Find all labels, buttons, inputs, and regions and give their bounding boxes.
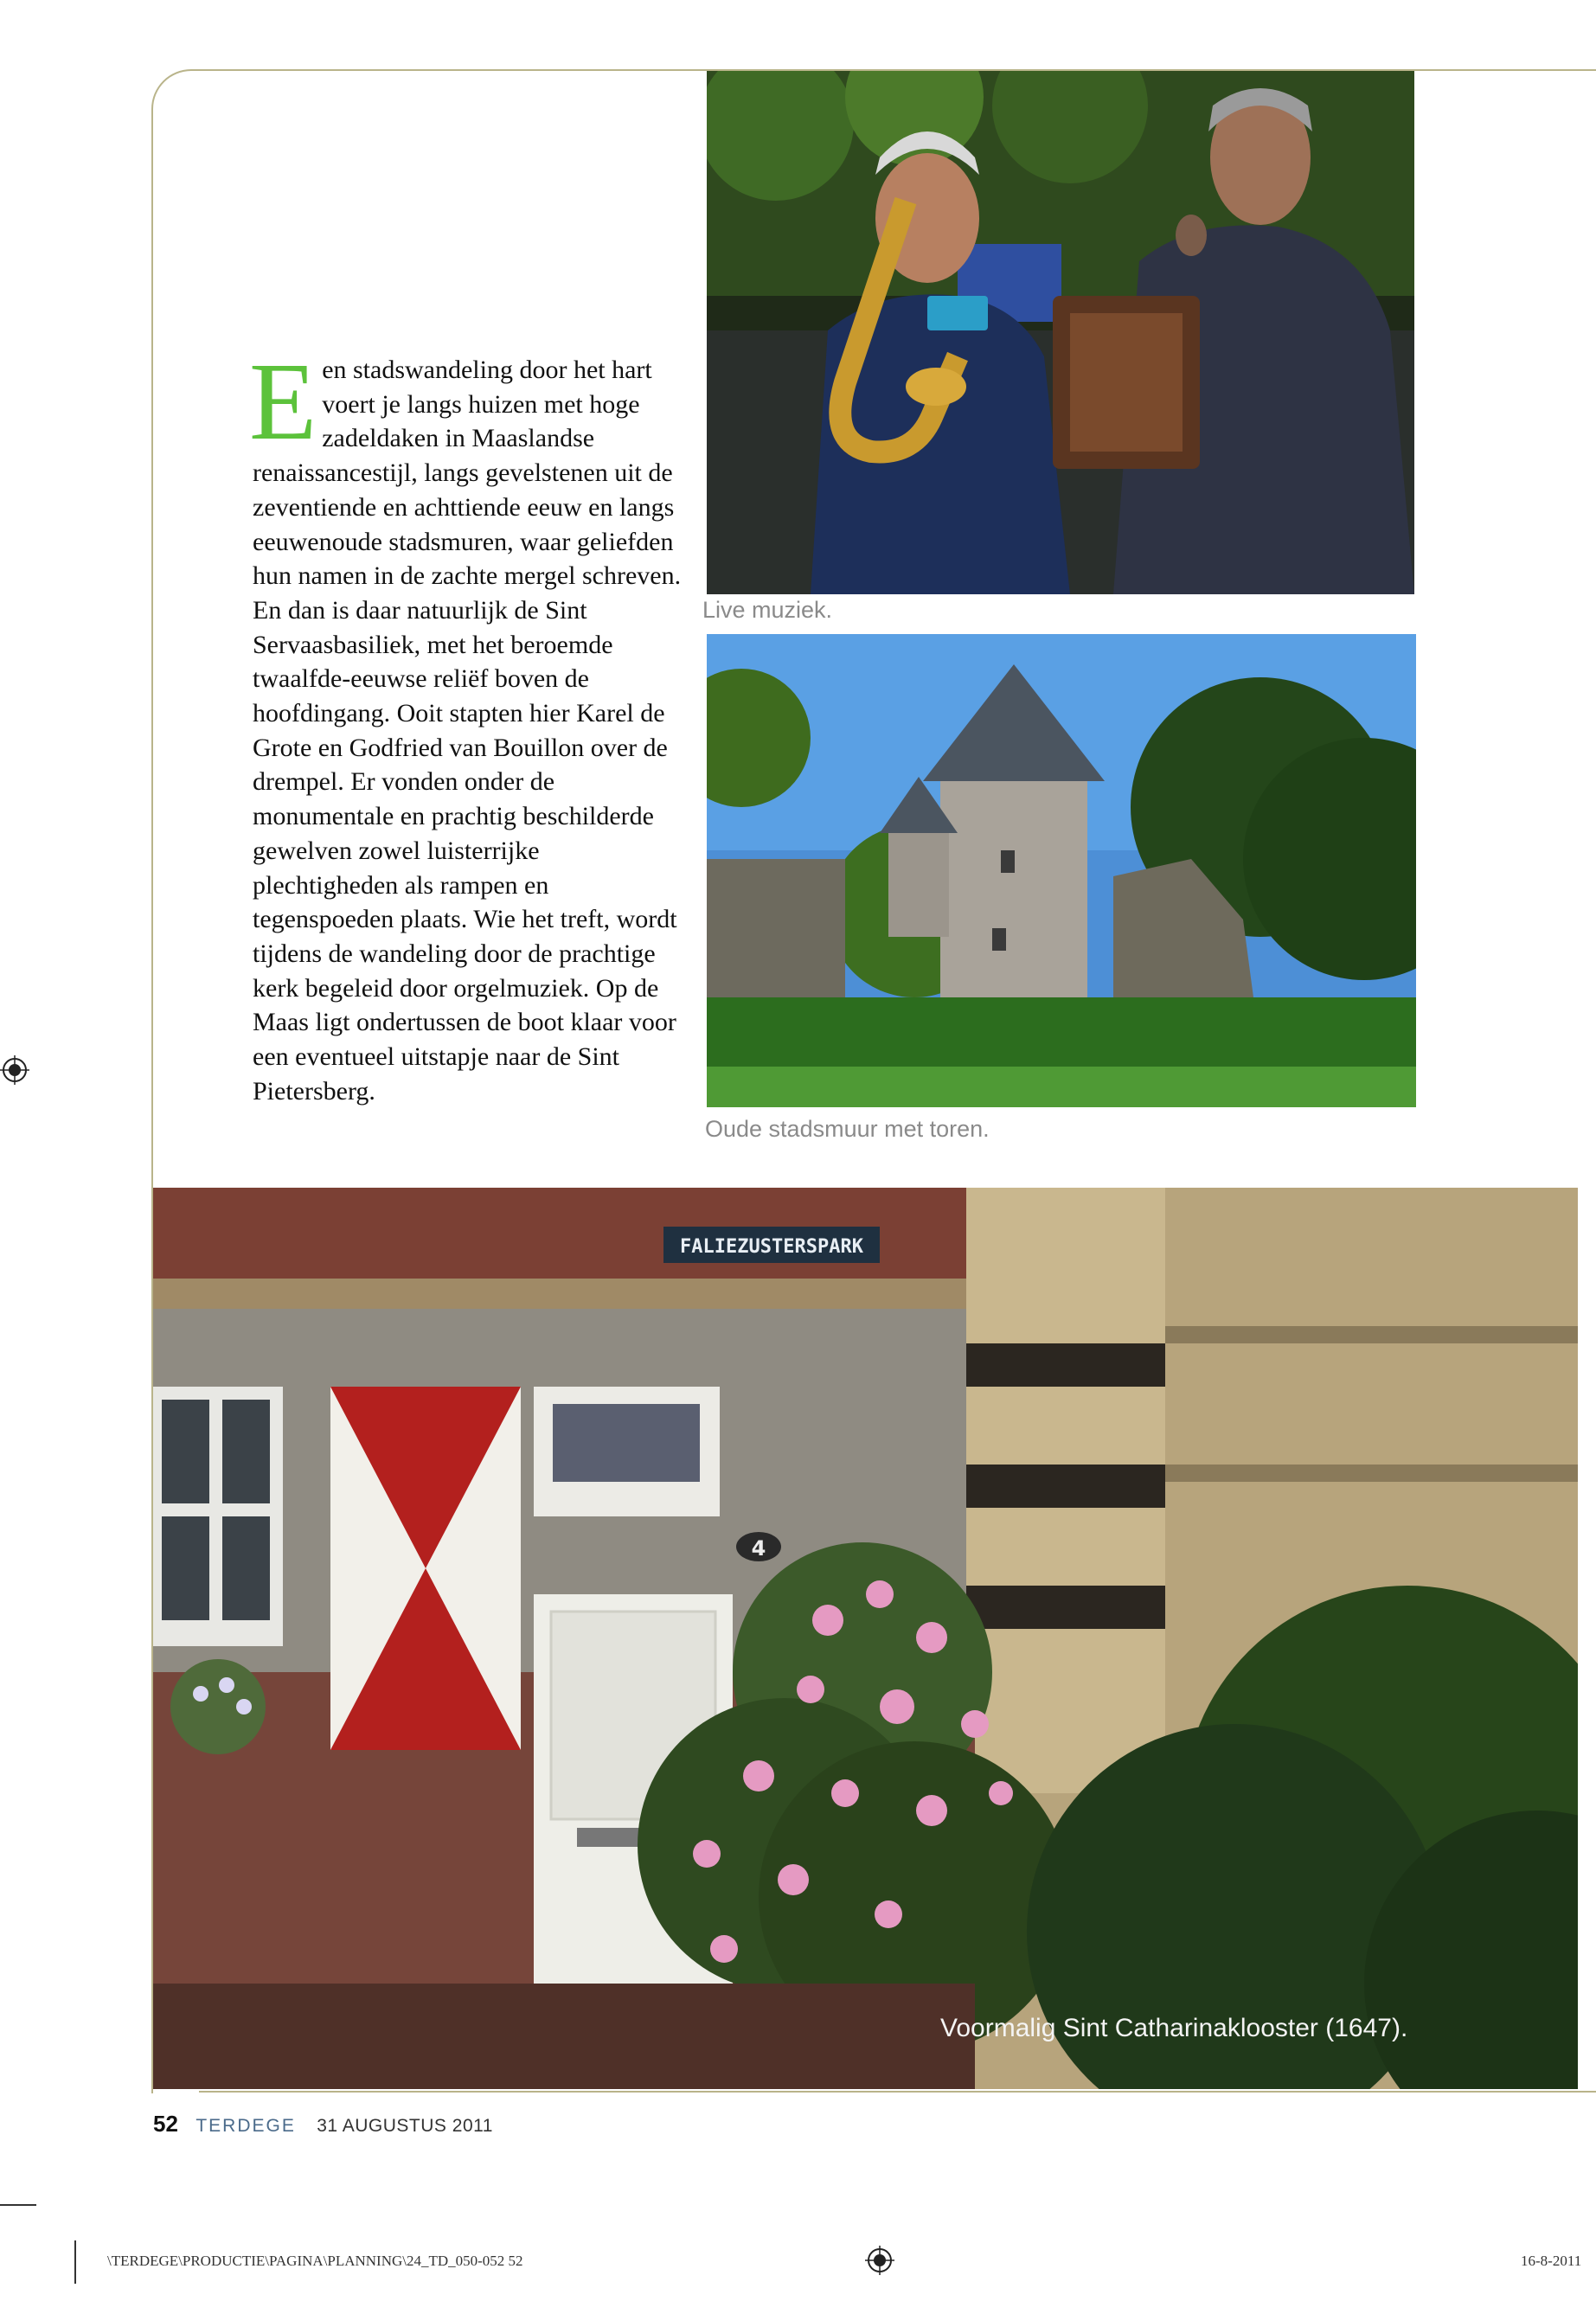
musicians-illustration bbox=[707, 71, 1414, 594]
caption-city-wall: Oude stadsmuur met toren. bbox=[705, 1116, 990, 1142]
photo-convent bbox=[153, 1188, 1578, 2089]
page-number: 52 bbox=[153, 2111, 178, 2137]
crop-mark-left bbox=[0, 2204, 36, 2206]
registration-mark-icon bbox=[865, 2246, 894, 2275]
city-wall-illustration bbox=[707, 634, 1416, 1107]
street-sign: FALIEZUSTERSPARK bbox=[680, 1236, 863, 1258]
article-paragraph-1: en stadswandeling door het hart voert je langs huizen met hoge zadeldaken in Maaslandse renaissancestijl, langs gevelstenen uit de zeventiende en achttiende eeuw en langs eeuwenoude stadsmuren, waar geliefden hun namen in de zachte mergel schreven. bbox=[253, 356, 682, 591]
slug-path: \TERDEGE\PRODUCTIE\PAGINA\PLANNING\24_TD_050-052 52 bbox=[107, 2253, 523, 2269]
page-frame-bottom-rule bbox=[199, 2091, 1596, 2093]
drop-cap: E bbox=[249, 340, 317, 463]
article-body bbox=[249, 340, 685, 1108]
issue-date: 31 AUGUSTUS 2011 bbox=[317, 2116, 493, 2136]
photo-city-wall bbox=[707, 634, 1416, 1107]
article-paragraph-2: En dan is daar natuurlijk de Sint Servaasbasiliek, met het beroemde twaalfde-eeuwse reliëf boven de hoofdingang. Ooit stapten hier Karel de Grote en Godfried van Bouillon over de drempel. Er vonden onder de monumentale en prachtig beschilderde gewelven zowel luisterrijke plechtigheden als rampen en tegenspoeden plaats. Wie het treft, wordt tijdens de wandeling door de prachtige kerk begeleid door orgelmuziek. Op de Maas ligt ondertussen de boot klaar voor een eventueel uitstapje naar de Sint Pietersberg. bbox=[253, 595, 677, 1106]
house-number: 4 bbox=[751, 1536, 766, 1561]
convent-illustration bbox=[153, 1188, 1578, 2089]
caption-convent: Voormalig Sint Catharinaklooster (1647). bbox=[940, 2014, 1408, 2042]
caption-live-music: Live muziek. bbox=[702, 597, 833, 623]
registration-mark-icon bbox=[0, 1055, 29, 1085]
photo-live-music bbox=[707, 71, 1414, 594]
page-footer bbox=[153, 2111, 493, 2138]
magazine-name: TERDEGE bbox=[195, 2116, 296, 2136]
crop-mark-vertical bbox=[74, 2240, 76, 2284]
slug-date: 16-8-2011 bbox=[1521, 2253, 1582, 2269]
